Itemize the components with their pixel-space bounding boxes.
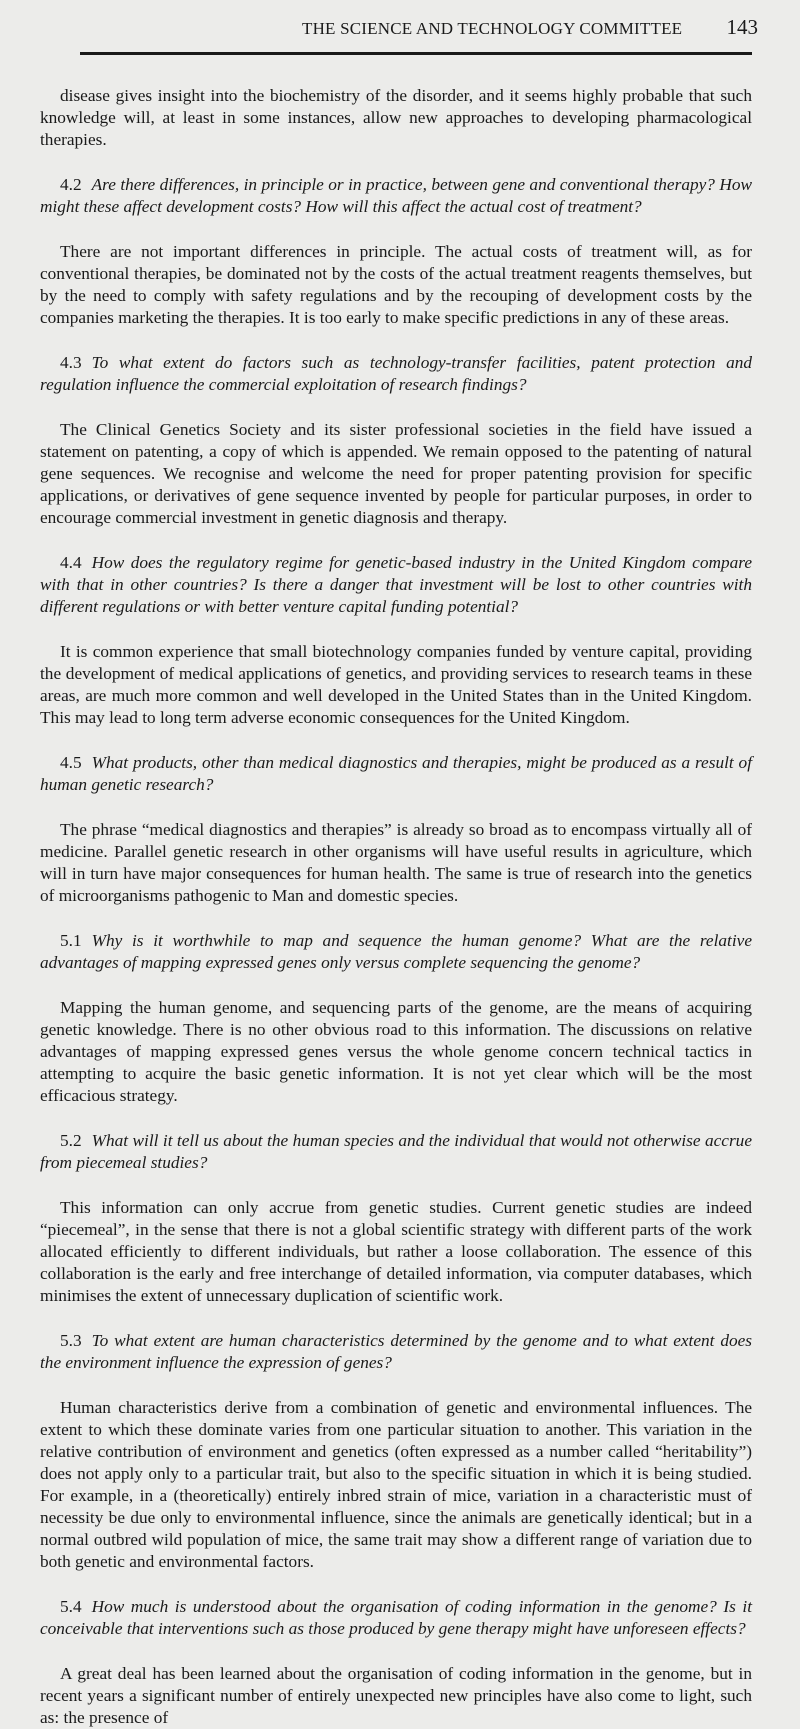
question-paragraph (40, 352, 752, 396)
question-paragraph (40, 1596, 752, 1640)
question-paragraph (40, 552, 752, 618)
question-number: 5.4 (60, 1597, 82, 1616)
question-number: 4.5 (60, 753, 82, 772)
answer-paragraph: It is common experience that small biotechnology companies funded by venture capital, providing the development of medical applications of genetics, and providing services to research teams in these areas, are much more common and well developed in the United States than in the United Kingdom. This may lead to long term adverse economic consequences for the United Kingdom. (40, 642, 752, 727)
document-body (40, 85, 752, 1729)
question-text: To what extent do factors such as technology-transfer facilities, patent protection and regulation influence the commercial exploitation of research findings? (40, 353, 752, 394)
question-number: 4.3 (60, 353, 82, 372)
question-text: Why is it worthwhile to map and sequence the human genome? What are the relative advantages of mapping expressed genes only versus complete sequencing the genome? (40, 931, 752, 972)
answer-paragraph: disease gives insight into the biochemistry of the disorder, and it seems highly probable that such knowledge will, at least in some instances, allow new approaches to developing pharmacological therapies. (40, 86, 752, 149)
answer-paragraph: The phrase “medical diagnostics and therapies” is already so broad as to encompass virtually all of medicine. Parallel genetic research in other organisms will have useful results in agriculture, which will in turn have major consequences for human health. The same is true of research into the genetics of microorganisms pathogenic to Man and domestic species. (40, 820, 752, 905)
question-text: What products, other than medical diagnostics and therapies, might be produced as a result of human genetic research? (40, 753, 752, 794)
question-paragraph (40, 174, 752, 218)
question-paragraph (40, 1130, 752, 1174)
running-header-title: THE SCIENCE AND TECHNOLOGY COMMITTEE (302, 19, 683, 38)
running-header (80, 0, 758, 55)
question-number: 5.3 (60, 1331, 82, 1350)
answer-paragraph: The Clinical Genetics Society and its sister professional societies in the field have issued a statement on patenting, a copy of which is appended. We remain opposed to the patenting of natural gene sequences. We recognise and welcome the need for proper patenting provision for specific applications, or derivatives of gene sequence invented by people for particular purposes, in order to encourage commercial investment in genetic diagnosis and therapy. (40, 420, 752, 527)
page-number: 143 (726, 15, 758, 39)
question-paragraph (40, 1330, 752, 1374)
question-text: To what extent are human characteristics determined by the genome and to what extent does the environment influence the expression of genes? (40, 1331, 752, 1372)
question-text: What will it tell us about the human species and the individual that would not otherwise accrue from piecemeal studies? (40, 1131, 752, 1172)
question-number: 5.2 (60, 1131, 82, 1150)
answer-paragraph: Human characteristics derive from a combination of genetic and environmental influences. The extent to which these dominate varies from one particular situation to another. This variation in the relative contribution of environment and genetics (often expressed as a number called “heritability”) does not apply only to a particular trait, but also to the specific situation in which it is being studied. For example, in a (theoretically) entirely inbred strain of mice, variation in a characteristic must of necessity be due only to environmental influence, since the animals are genetically identical; but in a normal outbred wild population of mice, the same trait may show a different range of variation due to both genetic and environmental factors. (40, 1398, 752, 1571)
answer-paragraph: A great deal has been learned about the organisation of coding information in the genome, but in recent years a significant number of entirely unexpected new principles have also come to light, such as: the presence of (40, 1664, 752, 1727)
question-text: How does the regulatory regime for genetic-based industry in the United Kingdom compare with that in other countries? Is there a danger that investment will be lost to other countries with different regulations or with better venture capital funding potential? (40, 553, 752, 616)
answer-paragraph: There are not important differences in principle. The actual costs of treatment will, as for conventional therapies, be dominated not by the costs of the actual treatment reagents themselves, but by the need to comply with safety regulations and by the recouping of development costs by the companies marketing the therapies. It is too early to make specific predictions in any of these areas. (40, 242, 752, 327)
question-text: Are there differences, in principle or in practice, between gene and conventional therapy? How might these affect development costs? How will this affect the actual cost of treatment? (40, 175, 752, 216)
answer-paragraph: Mapping the human genome, and sequencing parts of the genome, are the means of acquiring genetic knowledge. There is no other obvious road to this information. The discussions on relative advantages of mapping expressed genes versus the whole genome concern technical tactics in attempting to acquire the basic genetic information. It is not yet clear which will be the most efficacious strategy. (40, 998, 752, 1105)
answer-paragraph: This information can only accrue from genetic studies. Current genetic studies are indeed “piecemeal”, in the sense that there is not a global scientific strategy with different parts of the work allocated efficiently to different individuals, but rather a loose collaboration. The essence of this collaboration is the early and free interchange of detailed information, via computer databases, which minimises the extent of unnecessary duplication of scientific work. (40, 1198, 752, 1305)
question-number: 4.2 (60, 175, 82, 194)
question-paragraph (40, 752, 752, 796)
question-number: 5.1 (60, 931, 82, 950)
question-text: How much is understood about the organisation of coding information in the genome? Is it conceivable that interventions such as those produced by gene therapy might have unforeseen effects? (40, 1597, 752, 1638)
question-number: 4.4 (60, 553, 82, 572)
question-paragraph (40, 930, 752, 974)
